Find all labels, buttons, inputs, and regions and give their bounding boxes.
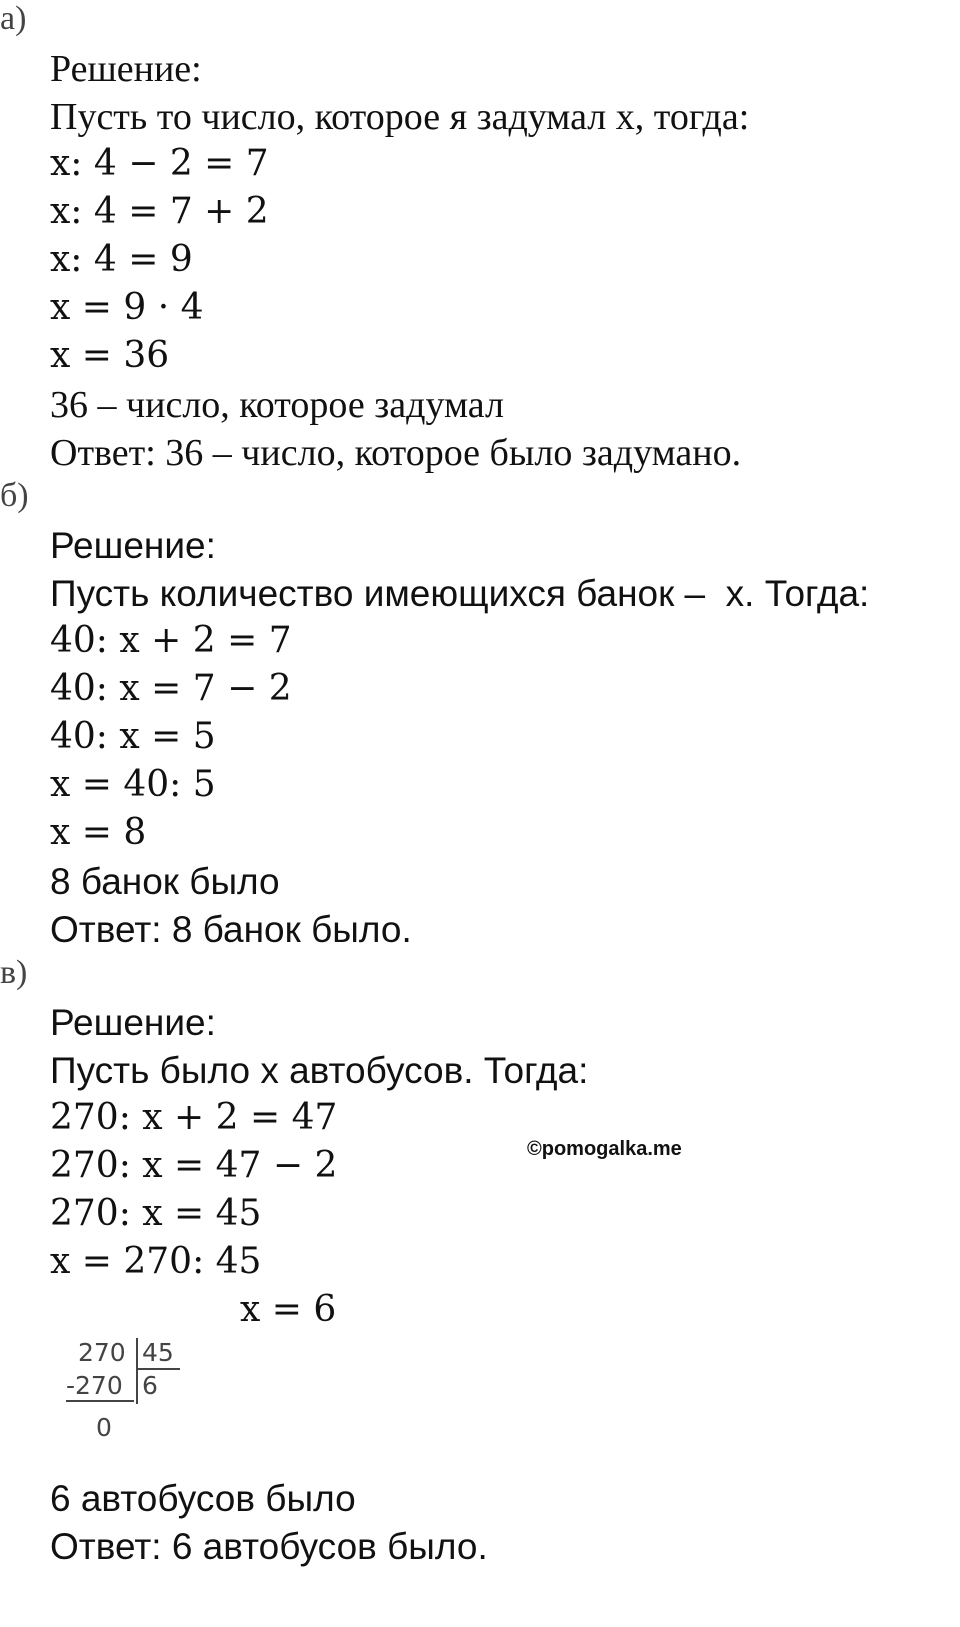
answer-text: Ответ: 36 – число, которое было задумано.: [50, 432, 742, 474]
equation-line: x = 6: [240, 1289, 337, 1330]
long-division-divisor-rule: [138, 1368, 180, 1370]
problem-statement: Пусть то число, которое я задумал x, тогда:: [50, 96, 750, 138]
long-division: [66, 1335, 186, 1445]
answer-text: Ответ: 8 банок было.: [50, 909, 412, 950]
equation-line: 40: x + 2 = 7: [50, 620, 292, 661]
equation-line: x = 270: 45: [50, 1241, 262, 1282]
equation-line: x = 8: [50, 812, 147, 853]
result-text: 36 – число, которое задумал: [50, 384, 504, 426]
equation-line: 270: x + 2 = 47: [50, 1097, 338, 1138]
solution-heading: Решение:: [50, 525, 216, 566]
equation-line: x: 4 − 2 = 7: [50, 143, 269, 184]
long-division-subtrahend: -270: [66, 1371, 123, 1400]
long-division-dividend: 270: [78, 1338, 126, 1367]
equation-line: x = 40: 5: [50, 764, 216, 805]
long-division-divider: [136, 1338, 138, 1404]
equation-line: x = 36: [50, 335, 170, 376]
equation-line: 40: x = 5: [50, 716, 216, 757]
equation-line: 40: x = 7 − 2: [50, 668, 292, 709]
watermark: ©pomogalka.me: [527, 1138, 682, 1160]
equation-line: x: 4 = 9: [50, 239, 193, 280]
equation-line: 270: x = 47 − 2: [50, 1145, 338, 1186]
section-label-v: в): [0, 954, 28, 991]
result-text: 6 автобусов было: [50, 1478, 356, 1519]
solution-heading: Решение:: [50, 1002, 216, 1043]
equation-line: 270: x = 45: [50, 1193, 262, 1234]
problem-statement: Пусть количество имеющихся банок – x. Тогда:: [50, 573, 870, 614]
equation-line: x = 9 · 4: [50, 287, 204, 328]
long-division-quotient: 6: [142, 1371, 158, 1400]
answer-text: Ответ: 6 автобусов было.: [50, 1526, 488, 1567]
long-division-divisor: 45: [142, 1338, 174, 1367]
section-label-b: б): [0, 477, 29, 514]
solution-heading: Решение:: [50, 48, 202, 90]
section-label-a: а): [0, 0, 27, 37]
problem-statement: Пусть было x автобусов. Тогда:: [50, 1050, 589, 1091]
equation-line: x: 4 = 7 + 2: [50, 191, 269, 232]
long-division-remainder: 0: [96, 1413, 112, 1442]
long-division-subtraction-rule: [66, 1400, 134, 1402]
result-text: 8 банок было: [50, 861, 280, 902]
